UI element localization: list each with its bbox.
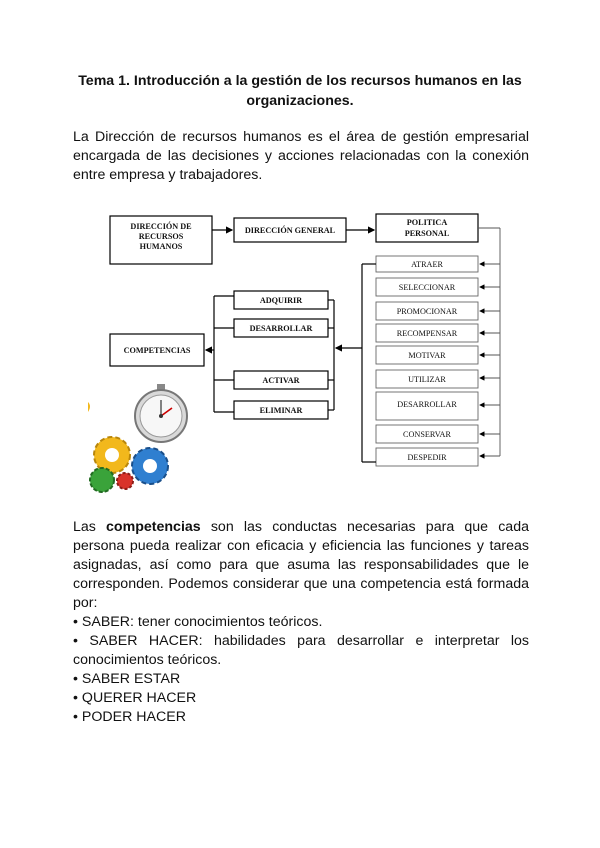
green-gear-icon: [90, 468, 114, 492]
direccion-rrhh-line-3: HUMANOS: [139, 242, 183, 251]
comp-post: son las conductas necesarias para que cada persona pueda realizar con eficacia y eficiencia las funciones y tareas asignadas, así como para que asuma las responsabilidades que le corresponden. Podemos considerar que una competencia está formada por:: [73, 519, 529, 611]
direccion-rrhh-line-1: DIRECCIÓN DE: [130, 222, 192, 231]
stopwatch-gears-illustration: [88, 384, 187, 492]
action-activar-label: ACTIVAR: [262, 376, 300, 385]
competencias-paragraph: [73, 518, 529, 613]
competencias-list: [73, 613, 529, 727]
action-conservar-label: CONSERVAR: [403, 430, 451, 439]
list-item: • SABER HACER: habilidades para desarrollar e interpretar los conocimientos teóricos.: [73, 633, 529, 668]
blue-gear-icon: [132, 448, 168, 484]
title-line-1: Tema 1. Introducción a la gestión de los recursos humanos en las: [78, 73, 522, 89]
politica-personal-line-1: POLITICA: [406, 218, 448, 227]
action-promocionar-label: PROMOCIONAR: [396, 307, 458, 316]
action-despedir-label: DESPEDIR: [407, 453, 447, 462]
right-arrows: [480, 264, 500, 456]
comp-bold: competencias: [106, 519, 201, 535]
title-line-2: organizaciones.: [246, 93, 354, 109]
intro-paragraph: La Dirección de recursos humanos es el área de gestión empresarial encargada de las decisiones y acciones relacionadas con la conexión entre empresa y trabajadores.: [73, 129, 529, 183]
yellow-gear-icon: [94, 437, 130, 473]
action-utilizar-label: UTILIZAR: [408, 375, 446, 384]
action-atraer-label: ATRAER: [411, 260, 443, 269]
action-desarrollar-right-label: DESARROLLAR: [397, 400, 457, 409]
comp-pre: Las: [73, 519, 107, 535]
list-item: • SABER: tener conocimientos teóricos.: [73, 614, 323, 630]
action-recompensar-label: RECOMPENSAR: [396, 329, 458, 338]
list-item: • SABER ESTAR: [73, 671, 181, 687]
action-eliminar-label: ELIMINAR: [259, 406, 303, 415]
politica-personal-line-2: PERSONAL: [404, 229, 450, 238]
list-item: • PODER HACER: [73, 709, 186, 725]
action-motivar-label: MOTIVAR: [408, 351, 446, 360]
action-desarrollar-left-label: DESARROLLAR: [249, 324, 313, 333]
action-adquirir-label: ADQUIRIR: [259, 296, 303, 305]
list-item: • QUERER HACER: [73, 690, 197, 706]
direccion-rrhh-line-2: RECURSOS: [138, 232, 184, 241]
competencias-label: COMPETENCIAS: [123, 346, 191, 355]
action-seleccionar-label: SELECCIONAR: [398, 283, 456, 292]
red-gear-icon: [117, 473, 133, 489]
direccion-general-label: DIRECCIÓN GENERAL: [244, 226, 336, 235]
